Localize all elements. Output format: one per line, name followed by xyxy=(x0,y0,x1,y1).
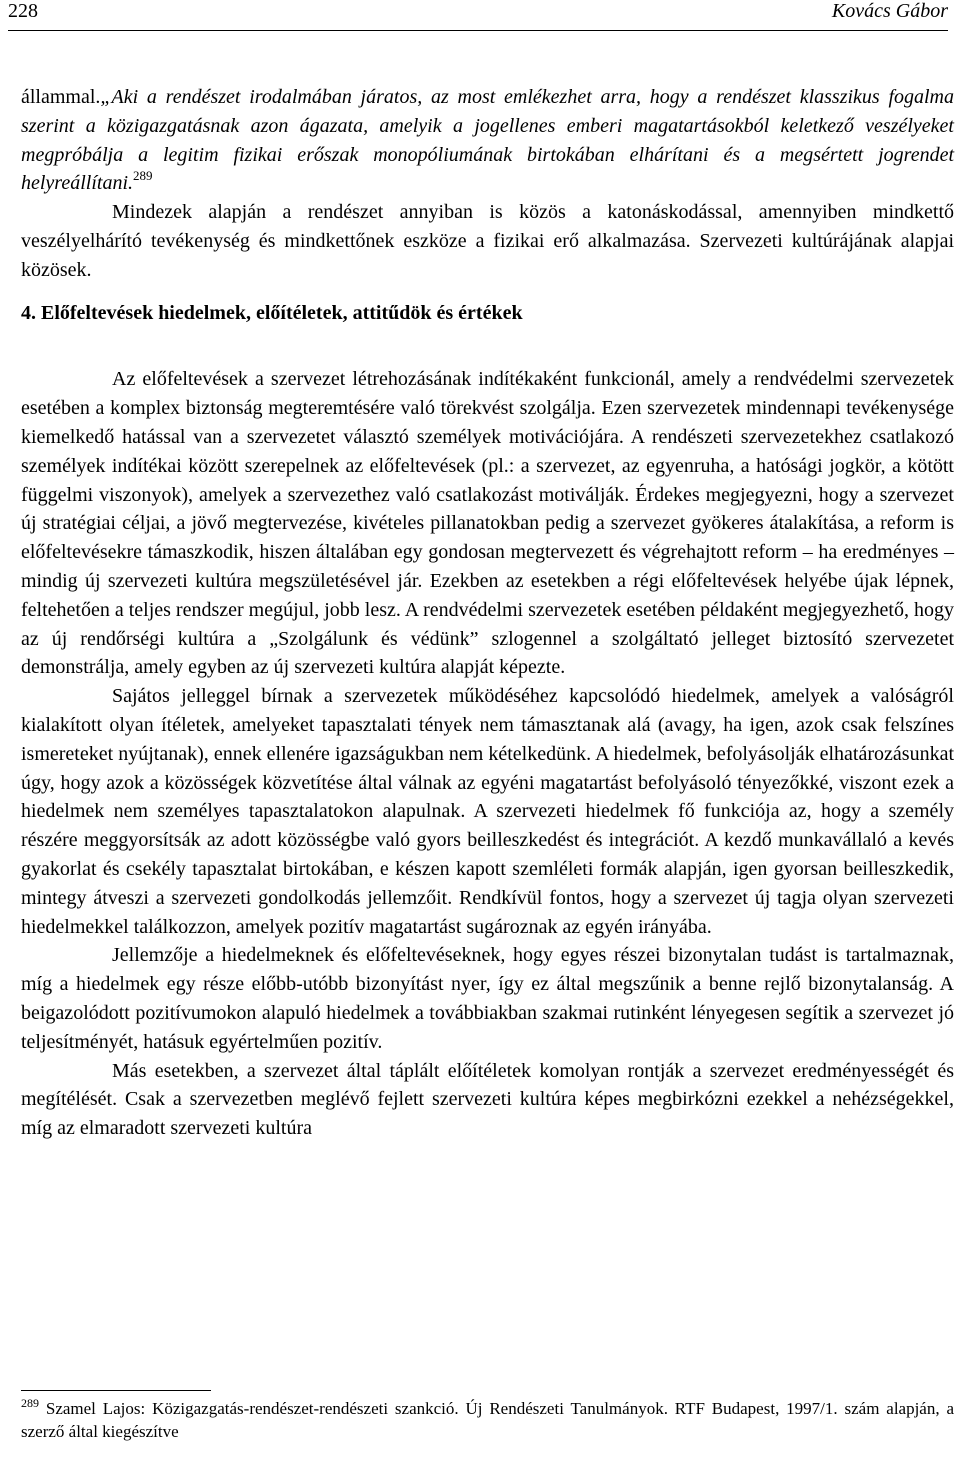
running-header xyxy=(8,0,948,31)
block-quote: „Aki a rendészet irodalmában járatos, az most emlékezhet arra, hogy a rendészet klasszikus fogalma szerint a közigazgatásnak azon ágazata, amelyik a jogellenes emberi magatartásokból keletkező veszélyeket megpróbálja a legitim fizikai erőszak monopóliumának birtokában elhárítani és a megsértett jogrendet helyreállítani. xyxy=(21,86,954,195)
footnote-text: Szamel Lajos: Közigazgatás-rendészet-rendészeti szankció. Új Rendészeti Tanulmányok. RTF Budapest, 1997/1. szám alapján, a szerző által kiegészítve xyxy=(21,1399,955,1441)
section-heading: 4. Előfeltevések hiedelmek, előítéletek, attitűdök és értékek xyxy=(21,301,523,324)
paragraph-intro-lead: állammal. xyxy=(21,86,101,108)
paragraph-prejudices: Más esetekben, a szervezet által táplált előítéletek komolyan rontják a szervezet eredményességét és megítélését. Csak a szervezetben meglévő fejlett szervezeti kultúra képes megbirkózni ezekkel a nehézségekkel, míg az elmaradott szervezeti kultúra xyxy=(21,1059,954,1140)
paragraph-uncertain-knowledge: Jellemzője a hiedelmeknek és előfeltevéseknek, hogy egyes részei bizonytalan tudást is tartalmaznak, míg a hiedelmek egy része előbb-utóbb bizonyítást nyer, így ez által megszűnik a benne rejlő bizonytalanság. A beigazolódott pozitívumokon alapuló hiedelmek a továbbiakban szakmai rutinként lényegesen segítik a szervezet jó teljesítményét, hatásuk egyértelműen pozitív. xyxy=(21,944,954,1053)
footnote-divider xyxy=(21,1390,211,1391)
running-header-author: Kovács Gábor xyxy=(831,0,948,22)
paragraph-beliefs: Sajátos jelleggel bírnak a szervezetek működéséhez kapcsolódó hiedelmek, amelyek a valóságról kialakított olyan ítéletek, amelyeket tapasztalati tények nem támasztanak alá (avagy, ha igen, azok csak felszínes ismereteket nyújtanak), ennek ellenére igazságukban nem kételkedünk. A hiedelmek, befolyásolják elhatározásunkat úgy, hogy azok a közösségek közvetítése által válnak az egyéni magatartást befolyásoló tényezőkké, viszont ezek a hiedelmek nem személyes tapasztalatokon alapulnak. A szervezeti hiedelmek fő funkciója az, hogy a személy részére meggyorsítsák az adott közösségbe való gyors beilleszkedést és integrációt. A kezdő munkavállaló a kevés gyakorlat és csekély tapasztalat birtokában, e készen kapott szemléleti formák alapján, igen gyorsan beilleszkedik, mintegy átveszi a szervezeti gondolkodás jellemzőit. Rendkívül fontos, hogy a szervezet új tagja olyan szervezeti hiedelmekkel találkozzon, amelyek pozitív magatartást sugároznak az egyén irányába. xyxy=(21,685,954,938)
footnote-number: 289 xyxy=(21,1396,39,1410)
paragraph-intro xyxy=(21,83,954,285)
footnote xyxy=(21,1397,954,1443)
paragraph-intro-continuation: Mindezek alapján a rendészet annyiban is közös a katonáskodással, amennyiben mindkettő veszélyelhárító tevékenység és mindkettőnek eszköze a fizikai erő alkalmazása. Szervezeti kultúrájának alapjai közösek. xyxy=(21,201,954,281)
footnote-area xyxy=(21,1390,954,1443)
footnote-reference[interactable]: 289 xyxy=(133,168,153,184)
page-body xyxy=(21,83,954,1143)
paragraph-presuppositions: Az előfeltevések a szervezet létrehozásának indítékaként funkcionál, amely a rendvédelmi szervezetek esetében a komplex biztonság megteremtésére való törekvést szolgálja. Ezen szervezetek mindennapi tevékenysége kiemelkedő hatással van a szervezetet választó személyek motivációjára. A rendészeti szervezetekhez csatlakozó személyek indítékai között szerepelnek az előfeltevések (pl.: a szervezet, az egyenruha, a hatósági jogkör, a kötött függelmi viszonyok), amelyek a szervezethez való csatlakozást motiválják. Érdekes megjegyezni, hogy a szervezet új stratégiai céljai, a jövő megtervezése, kivételes pillanatokban pedig a szervezet gyökeres átalakítása, a reform is előfeltevésekre támaszkodik, hiszen általában egy gondosan megtervezett és végrehajtott reform – ha eredményes – mindig új szervezeti kultúra megszületésével jár. Ezekben az esetekben a régi előfeltevések helyébe újak lépnek, feltehetően a teljes rendszer megújul, jobb lesz. A rendvédelmi szervezetek esetében példaként megjegyezhető, hogy az új rendőrségi kultúra a „Szolgálunk és védünk” szlogennel a szolgáltató jelleget biztosító szervezetet demonstrálja, amely egyben az új szervezeti kultúra alapját képezte. xyxy=(21,368,954,679)
page-number: 228 xyxy=(8,0,38,22)
